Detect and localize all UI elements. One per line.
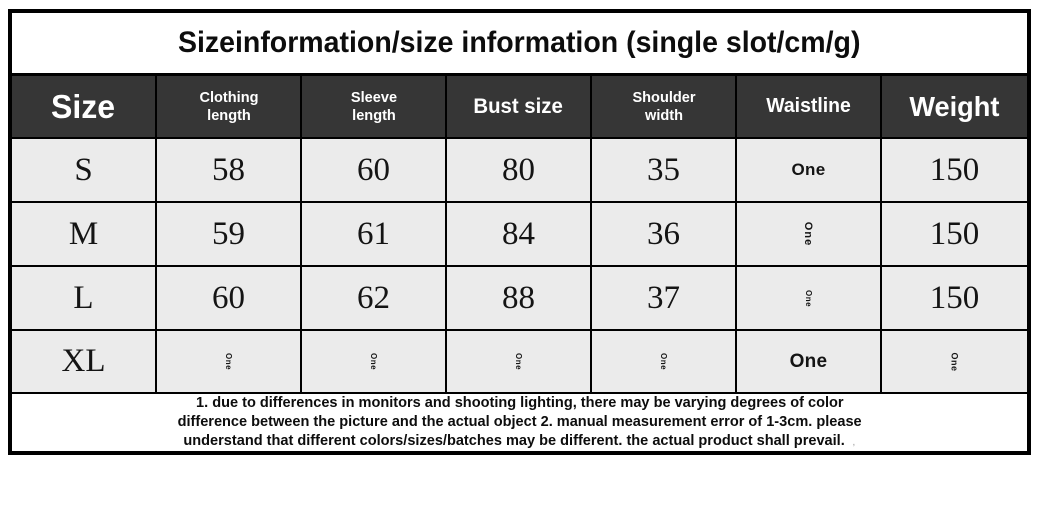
cell-m-weight — [882, 203, 1027, 267]
col-header-size-label: Size — [51, 87, 116, 125]
cell-l-waistline — [737, 267, 882, 331]
disclaimer-line-3 — [184, 432, 856, 451]
col-header-clothing-length — [157, 76, 302, 139]
stray-comma-mark: , — [852, 436, 856, 448]
cell-s-bust-size — [447, 139, 592, 203]
col-header-weight-label: Weight — [909, 90, 1000, 122]
value-label: 150 — [929, 279, 980, 316]
size-grid — [12, 76, 1027, 394]
one-size-vertical-label: One — [949, 351, 960, 372]
cell-l-weight — [882, 267, 1027, 331]
col-header-shoulder-width — [592, 76, 737, 139]
cell-l-sleeve-length — [302, 267, 447, 331]
cell-xl-shoulder-width — [592, 331, 737, 394]
cell-l-bust-size — [447, 267, 592, 331]
one-size-vertical-label: One — [224, 352, 233, 371]
one-size-vertical-label: One — [659, 352, 668, 371]
value-label: 59 — [212, 215, 245, 252]
size-label: M — [68, 215, 99, 252]
cell-s-clothing-length — [157, 139, 302, 203]
disclaimer-line-1: 1. due to differences in monitors and shooting lighting, there may be varying degrees of color — [195, 394, 844, 412]
cell-xl-bust-size — [447, 331, 592, 394]
value-label: 60 — [357, 151, 390, 188]
cell-xl-clothing-length — [157, 331, 302, 394]
cell-l-shoulder-width — [592, 267, 737, 331]
cell-xl-waistline — [737, 331, 882, 394]
col-header-weight — [882, 76, 1027, 139]
one-size-vertical-label: One — [804, 289, 813, 307]
col-header-waistline — [737, 76, 882, 139]
value-label: 150 — [929, 151, 980, 188]
col-header-bust-size — [447, 76, 592, 139]
one-size-vertical-label: One — [514, 352, 523, 371]
size-label: XL — [61, 343, 106, 379]
size-chart-table — [8, 9, 1031, 455]
cell-l-size — [12, 267, 157, 331]
cell-s-weight — [882, 139, 1027, 203]
chart-title: Sizeinformation/size information (single slot/cm/g) — [178, 26, 861, 59]
cell-m-bust-size — [447, 203, 592, 267]
chart-title-bar — [12, 13, 1027, 76]
value-label: 60 — [212, 279, 245, 316]
value-label: 150 — [929, 215, 980, 252]
cell-s-shoulder-width — [592, 139, 737, 203]
value-label: 80 — [502, 151, 535, 188]
one-size-label: One — [789, 350, 828, 372]
value-label: 88 — [502, 279, 535, 316]
one-size-label: One — [791, 160, 826, 179]
one-size-vertical-label: One — [369, 352, 378, 371]
value-label: 37 — [647, 279, 680, 316]
value-label: 58 — [212, 151, 245, 188]
disclaimer-note — [12, 394, 1027, 451]
cell-m-size — [12, 203, 157, 267]
cell-m-clothing-length — [157, 203, 302, 267]
value-label: 61 — [357, 215, 390, 252]
value-label: 84 — [502, 215, 535, 252]
cell-m-shoulder-width — [592, 203, 737, 267]
cell-s-size — [12, 139, 157, 203]
value-label: 36 — [647, 215, 680, 252]
size-label: L — [73, 279, 94, 316]
col-header-size — [12, 76, 157, 139]
cell-xl-weight — [882, 331, 1027, 394]
cell-m-sleeve-length — [302, 203, 447, 267]
value-label: 35 — [647, 151, 680, 188]
cell-s-waistline — [737, 139, 882, 203]
cell-xl-sleeve-length — [302, 331, 447, 394]
col-header-waistline-label: Waistline — [766, 95, 851, 117]
cell-xl-size — [12, 331, 157, 394]
cell-m-waistline — [737, 203, 882, 267]
col-header-bust-size-label: Bust size — [473, 94, 564, 118]
cell-l-clothing-length — [157, 267, 302, 331]
disclaimer-line-3-text: understand that different colors/sizes/batches may be different. the actual product shall prevail. — [183, 431, 845, 449]
col-header-clothing-length-label: Clothing length — [198, 89, 258, 124]
one-size-vertical-label: One — [802, 221, 815, 247]
col-header-sleeve-length — [302, 76, 447, 139]
disclaimer-line-2: difference between the picture and the actual object 2. manual measurement error of 1-3cm. please — [177, 413, 862, 431]
size-label: S — [74, 151, 93, 188]
cell-s-sleeve-length — [302, 139, 447, 203]
value-label: 62 — [357, 279, 390, 316]
col-header-shoulder-width-label: Shoulder width — [631, 89, 696, 124]
col-header-sleeve-length-label: Sleeve length — [350, 89, 397, 124]
